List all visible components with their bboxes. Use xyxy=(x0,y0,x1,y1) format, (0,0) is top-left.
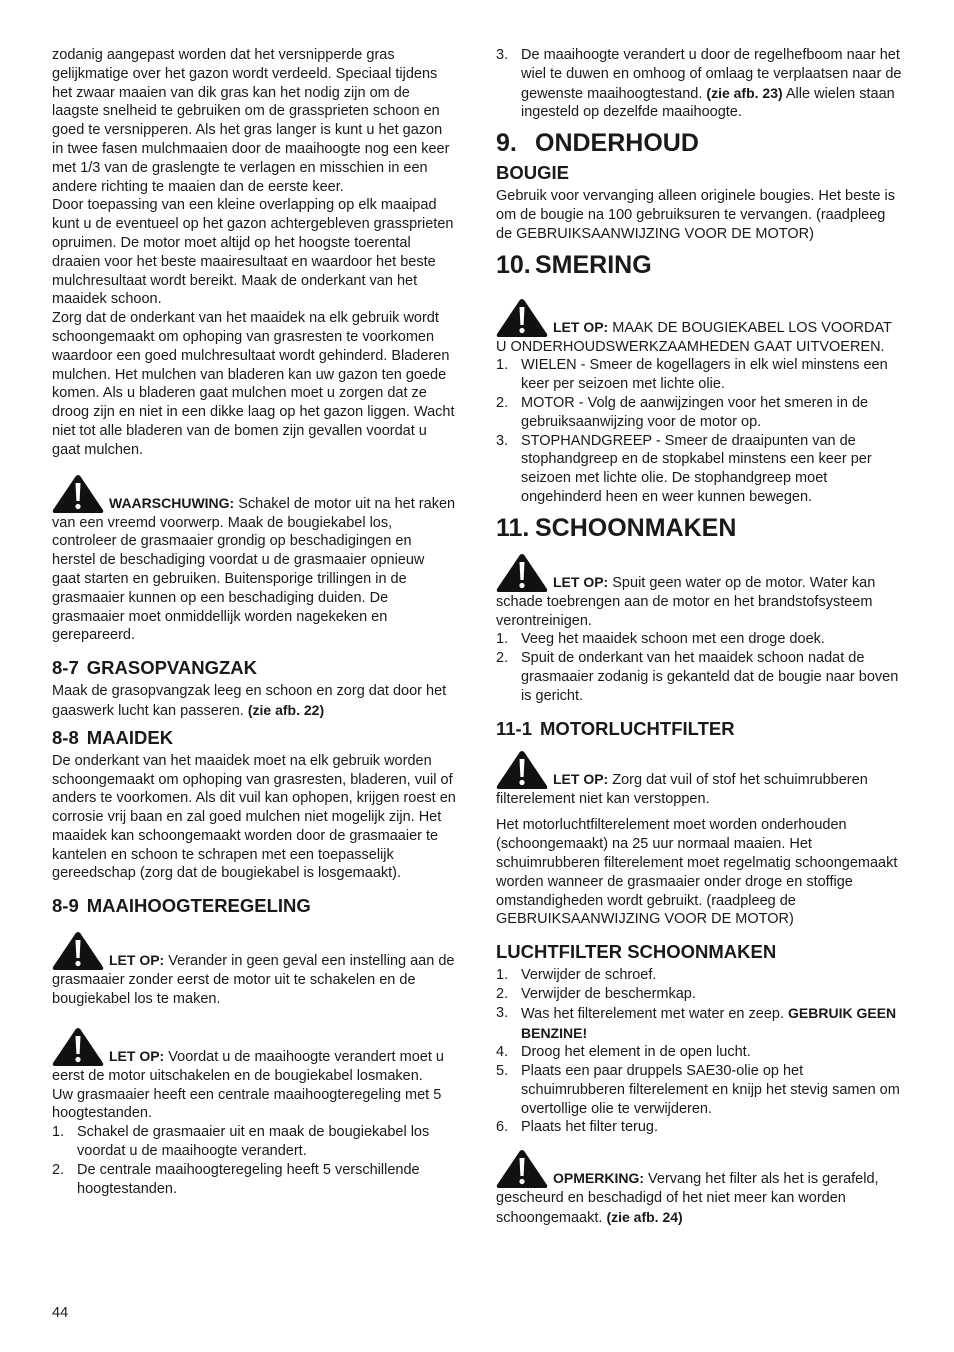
paragraph: Gebruik voor vervanging alleen originele bougies. Het beste is om de bougie na 100 gebruiksuren te vervangen. (raadpleeg de GEBRUIKSAANWIJZING VOOR DE MOTOR) xyxy=(496,188,895,242)
list-item: 2. Verwijder de beschermkap. xyxy=(496,985,696,1002)
left-column xyxy=(52,46,456,1198)
paragraph: Uw grasmaaier heeft een centrale maaihoogteregeling met 5 hoogtestanden. xyxy=(52,1086,442,1122)
list-item: 3. STOPHANDGREEP - Smeer de draaipunten van de stophandgreep en de stopkabel minstens een keer per seizoen met lichte olie. De stophandgreep moet ongehinderd heen en weer kunnen bewegen. xyxy=(496,432,872,505)
warning-icon xyxy=(52,474,104,514)
warning-label: WAARSCHUWING: xyxy=(109,494,235,511)
list-item: 2. MOTOR - Volg de aanwijzingen voor het smeren in de gebruiksaanwijzing voor de motor op. xyxy=(496,394,869,430)
caution-text: Spuit geen water op de motor. Water kan schade toebrengen aan de motor en het brandstofsysteem verontreinigen. xyxy=(496,574,876,629)
caution-label: LET OP: xyxy=(109,952,165,969)
section-heading-8-8: 8-8 MAAIDEK xyxy=(52,726,174,748)
caution-block xyxy=(496,298,904,357)
list-item: 6. Plaats het filter terug. xyxy=(496,1119,659,1136)
chapter-heading-schoonmaken: 11. SCHOONMAKEN xyxy=(496,513,737,542)
list-item: 4. Droog het element in de open lucht. xyxy=(496,1044,751,1061)
warning-icon xyxy=(52,931,104,971)
caution-label: LET OP: xyxy=(553,770,609,787)
numbered-list xyxy=(496,630,904,705)
note-label: OPMERKING: xyxy=(553,1170,644,1187)
warning-icon xyxy=(496,1149,548,1189)
list-item: 3. Was het filterelement met water en zeep. GEBRUIK GEEN BENZINE! xyxy=(496,1004,897,1041)
warning-icon xyxy=(496,298,548,338)
list-item: 1. Verwijder de schroef. xyxy=(496,967,657,984)
caution-text: Verander in geen geval een instelling aan de grasmaaier zonder eerst de motor uit te schakelen en de bougiekabel los te maken. xyxy=(52,953,455,1008)
right-column xyxy=(496,46,904,1228)
list-item: 2. Spuit de onderkant van het maaidek schoon nadat de grasmaaier zodanig is gekanteld dat de bougie naar boven is gericht. xyxy=(496,650,899,704)
section-heading-8-9: 8-9 MAAIHOOGTEREGELING xyxy=(52,895,311,917)
caution-text: MAAK DE BOUGIEKABEL LOS VOORDAT U ONDERHOUDSWERKZAAMHEDEN GAAT UITVOEREN. xyxy=(496,319,892,355)
paragraph: Het motorluchtfilterelement moet worden onderhouden (schoongemaakt) na 25 uur normaal maaien. Het schuimrubberen filterelement moet regelmatig schoongemaakt worden wanneer de grasmaaier onder droge en stoffige omstandigheden wordt gebruikt. (raadpleeg de GEBRUIKSAANWIJZING VOOR DE MOTOR) xyxy=(496,817,898,928)
list-item: 1. WIELEN - Smeer de kogellagers in elk wiel minstens een keer per seizoen met lichte olie. xyxy=(496,357,888,393)
paragraph: Zorg dat de onderkant van het maaidek na elk gebruik wordt schoongemaakt om ophoping van grasresten te voorkomen waardoor een goed mulchresultaat wordt gehinderd. Bladeren mulchen. Het mulchen van bladeren kan uw gazon ten goede komen. Als u bladeren gaat mulchen moet u zorgen dat ze droog zijn en niet in een dikke laag op het gazon liggen. Wacht niet tot alle bladeren van de bomen zijn gevallen voordat u gaat mulchen. xyxy=(52,310,455,458)
numbered-list xyxy=(496,46,904,122)
warning-block xyxy=(52,474,456,646)
warning-icon xyxy=(496,553,548,593)
section-heading-bougie: BOUGIE xyxy=(496,162,569,184)
numbered-list xyxy=(496,356,904,506)
chapter-heading-onderhoud: 9. ONDERHOUD xyxy=(496,129,699,158)
figure-ref: (zie afb. 22) xyxy=(247,701,325,718)
list-item: 1. Veeg het maaidek schoon met een droge doek. xyxy=(496,631,825,648)
caution-block xyxy=(496,750,904,809)
caution-text: Voordat u de maaihoogte verandert moet u eerst de motor uitschakelen en de bougiekabel losmaken. xyxy=(52,1049,444,1084)
chapter-heading-smering: 10. SMERING xyxy=(496,250,652,279)
caution-block xyxy=(52,931,456,1009)
paragraph: Door toepassing van een kleine overlapping op elk maaipad kunt u de eventueel op het gazon achtergebleven grassprieten opruimen. De motor moet altijd op het hoogste toerental draaien voor het beste maairesultaat en waardoor het beste mulchresultaat wordt bereikt. Maak de onderkant van het maaidek schoon. xyxy=(52,197,454,308)
note-block xyxy=(496,1149,904,1228)
figure-ref: (zie afb. 23) xyxy=(706,84,783,101)
caution-label: LET OP: xyxy=(553,573,609,590)
caution-block xyxy=(52,1027,456,1086)
figure-ref: (zie afb. 24) xyxy=(606,1209,683,1226)
page-number: 44 xyxy=(52,1305,69,1321)
caution-label: LET OP: xyxy=(553,318,609,335)
list-item: 5. Plaats een paar druppels SAE30-olie op het schuimrubberen filterelement en knijp het stevig samen om overtollige olie te verwijderen. xyxy=(496,1063,900,1117)
list-item: 3. De maaihoogte verandert u door de regelhefboom naar het wiel te duwen en omhoog of omlaag te verplaatsen naar de gewenste maaihoogtestand. (zie afb. 23) Alle wielen staan ingesteld op dezelfde maaihoogte. xyxy=(496,47,902,121)
list-item: 2. De centrale maaihoogteregeling heeft 5 verschillende hoogtestanden. xyxy=(52,1161,420,1197)
caution-block xyxy=(496,553,904,631)
numbered-list xyxy=(496,966,904,1137)
section-heading-8-7: 8-7 GRASOPVANGZAK xyxy=(52,657,258,679)
note-text: Vervang het filter als het is gerafeld, gescheurd en beschadigd of het niet meer kan worden schoongemaakt. xyxy=(496,1171,879,1227)
warning-icon xyxy=(496,750,548,790)
paragraph: Maak de grasopvangzak leeg en schoon en zorg dat door het gaaswerk lucht kan passeren. (zie afb. 22) xyxy=(52,683,447,719)
paragraph: De onderkant van het maaidek moet na elk gebruik worden schoongemaakt om ophoping van grasresten, bladeren, vuil of anders te voorkomen. Als dit vuil kan ophopen, krijgen roest en corrosie vrij baan en zal goed mulchen niet mogelijk zijn. Het maaidek kan schoongemaakt worden door de grasmaaier te kantelen en schoon te schrapen met een toepasselijk gereedschap (zorg dat de bougiekabel is losgemaakt). xyxy=(52,752,456,882)
paragraph: zodanig aangepast worden dat het versnipperde gras gelijkmatige over het gazon wordt verdeeld. Speciaal tijdens het zwaar maaien van dik gras kan het nodig zijn om de laagste snelheid te gebruiken om de grassprieten schoon en goed te versnipperen. Als het gras langer is kunt u het gazon in twee fasen mulchmaaien door de maaihoogte nog een keer met 1/3 van de graslengte te verlagen en misschien in een andere richting te maaien dan de eerste keer. xyxy=(52,47,450,195)
section-heading-luchtfilter: LUCHTFILTER SCHOONMAKEN xyxy=(496,941,777,963)
caution-text: Zorg dat vuil of stof het schuimrubberen filterelement niet kan verstoppen. xyxy=(496,771,868,807)
warning-text: Schakel de motor uit na het raken van een vreemd voorwerp. Maak de bougiekabel los, controleer de grasmaaier grondig op beschadigingen en herstel de beschadiging voordat u de grasmaaier opnieuw gaat starten en gebruiken. Buitensporige trillingen in de grasmaaier kunnen op een beschadiging duiden. De grasmaaier moet onmiddellijk worden nagekeken en gerepareerd. xyxy=(52,495,456,644)
numbered-list xyxy=(52,1123,456,1198)
caution-label: LET OP: xyxy=(109,1048,165,1065)
list-item: 1. Schakel de grasmaaier uit en maak de bougiekabel los voordat u de maaihoogte verandert. xyxy=(52,1124,430,1160)
warning-icon xyxy=(52,1027,104,1067)
section-heading-11-1: 11-1 MOTORLUCHTFILTER xyxy=(496,717,735,739)
